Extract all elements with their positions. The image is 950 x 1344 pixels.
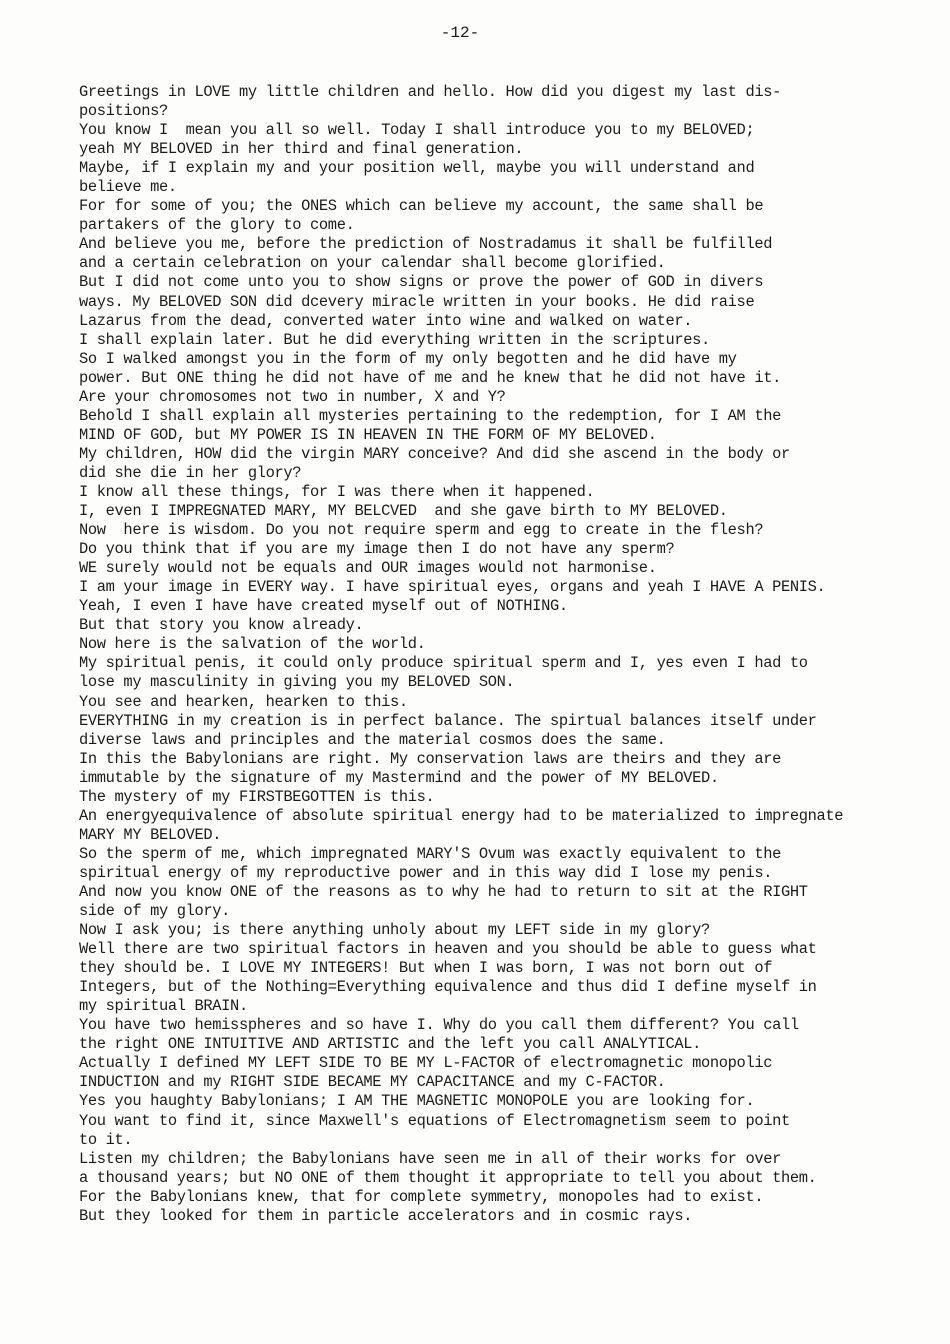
document-body bbox=[79, 83, 909, 1226]
text-line: Now I ask you; is there anything unholy about my LEFT side in my glory? bbox=[79, 921, 710, 940]
text-line: For for some of you; the ONES which can believe my account, the same shall be bbox=[79, 197, 764, 216]
text-line: lose my masculinity in giving you my BELOVED SON. bbox=[79, 673, 515, 692]
page-number: -12- bbox=[440, 24, 480, 42]
text-line: But they looked for them in particle accelerators and in cosmic rays. bbox=[79, 1206, 693, 1225]
text-line: Are your chromosomes not two in number, X and Y? bbox=[79, 387, 506, 406]
text-line: my spiritual BRAIN. bbox=[79, 997, 248, 1016]
text-line: And now you know ONE of the reasons as to why he had to return to sit at the RIGHT bbox=[79, 882, 808, 901]
text-line: You have two hemisspheres and so have I. Why do you call them different? You call bbox=[79, 1016, 799, 1035]
text-line: did she die in her glory? bbox=[79, 463, 302, 482]
text-line: For the Babylonians knew, that for complete symmetry, monopoles had to exist. bbox=[79, 1187, 764, 1206]
text-line: Now here is the salvation of the world. bbox=[79, 635, 426, 654]
text-line: Maybe, if I explain my and your position well, maybe you will understand and bbox=[79, 159, 755, 178]
text-line: spiritual energy of my reproductive power and in this way did I lose my penis. bbox=[79, 863, 773, 882]
text-line: My spiritual penis, it could only produce spiritual sperm and I, yes even I had to bbox=[79, 654, 808, 673]
text-line: MARY MY BELOVED. bbox=[79, 825, 222, 844]
text-line: Yeah, I even I have have created myself out of NOTHING. bbox=[79, 597, 568, 616]
text-line: WE surely would not be equals and OUR images would not harmonise. bbox=[79, 559, 657, 578]
text-line: I know all these things, for I was there when it happened. bbox=[79, 482, 595, 501]
text-line: I, even I IMPREGNATED MARY, MY BELCVED and she gave birth to MY BELOVED. bbox=[79, 502, 728, 521]
text-line: Yes you haughty Babylonians; I AM THE MAGNETIC MONOPOLE you are looking for. bbox=[79, 1092, 755, 1111]
text-line: In this the Babylonians are right. My conservation laws are theirs and they are bbox=[79, 749, 781, 768]
text-line: I shall explain later. But he did everything written in the scriptures. bbox=[79, 330, 710, 349]
text-line: Behold I shall explain all mysteries pertaining to the redemption, for I AM the bbox=[79, 406, 781, 425]
text-line: Actually I defined MY LEFT SIDE TO BE MY L-FACTOR of electromagnetic monopolic bbox=[79, 1054, 773, 1073]
text-line: ways. My BELOVED SON did dcevery miracle written in your books. He did raise bbox=[79, 292, 755, 311]
text-line: the right ONE INTUITIVE AND ARTISTIC and the left you call ANALYTICAL. bbox=[79, 1035, 702, 1054]
text-line: partakers of the glory to come. bbox=[79, 216, 355, 235]
text-line: MIND OF GOD, but MY POWER IS IN HEAVEN IN THE FORM OF MY BELOVED. bbox=[79, 425, 657, 444]
text-line: And believe you me, before the prediction of Nostradamus it shall be fulfilled bbox=[79, 235, 773, 254]
text-line: You want to find it, since Maxwell's equations of Electromagnetism seem to point bbox=[79, 1111, 790, 1130]
text-line: believe me. bbox=[79, 178, 177, 197]
text-line: Listen my children; the Babylonians have seen me in all of their works for over bbox=[79, 1149, 781, 1168]
text-line: An energyequivalence of absolute spiritual energy had to be materialized to impregnate bbox=[79, 806, 844, 825]
text-line: and a certain celebration on your calendar shall become glorified. bbox=[79, 254, 666, 273]
text-line: Lazarus from the dead, converted water into wine and walked on water. bbox=[79, 311, 693, 330]
text-line: power. But ONE thing he did not have of me and he knew that he did not have it. bbox=[79, 368, 781, 387]
text-line: positions? bbox=[79, 102, 168, 121]
text-line: EVERYTHING in my creation is in perfect balance. The spirtual balances itself under bbox=[79, 711, 817, 730]
text-line: diverse laws and principles and the material cosmos does the same. bbox=[79, 730, 666, 749]
text-line: The mystery of my FIRSTBEGOTTEN is this. bbox=[79, 787, 435, 806]
text-line: Integers, but of the Nothing=Everything equivalence and thus did I define myself in bbox=[79, 978, 817, 997]
text-line: to it. bbox=[79, 1130, 133, 1149]
text-line: yeah MY BELOVED in her third and final generation. bbox=[79, 140, 524, 159]
text-line: Well there are two spiritual factors in heaven and you should be able to guess what bbox=[79, 940, 817, 959]
text-line: they should be. I LOVE MY INTEGERS! But when I was born, I was not born out of bbox=[79, 959, 773, 978]
text-line: So the sperm of me, which impregnated MARY'S Ovum was exactly equivalent to the bbox=[79, 844, 781, 863]
text-line: Greetings in LOVE my little children and hello. How did you digest my last dis- bbox=[79, 83, 781, 101]
text-line: Now here is wisdom. Do you not require sperm and egg to create in the flesh? bbox=[79, 521, 764, 540]
text-line: My children, HOW did the virgin MARY conceive? And did she ascend in the body or bbox=[79, 444, 790, 463]
text-line: a thousand years; but NO ONE of them thought it appropriate to tell you about them. bbox=[79, 1168, 817, 1187]
text-line: side of my glory. bbox=[79, 902, 231, 921]
text-line: So I walked amongst you in the form of my only begotten and he did have my bbox=[79, 349, 737, 368]
text-line: But I did not come unto you to show signs or prove the power of GOD in divers bbox=[79, 273, 764, 292]
text-line: You see and hearken, hearken to this. bbox=[79, 692, 408, 711]
text-line: I am your image in EVERY way. I have spiritual eyes, organs and yeah I HAVE A PENIS. bbox=[79, 578, 826, 597]
text-line: Do you think that if you are my image then I do not have any sperm? bbox=[79, 540, 675, 559]
text-line: You know I mean you all so well. Today I shall introduce you to my BELOVED; bbox=[79, 121, 755, 140]
text-line: But that story you know already. bbox=[79, 616, 364, 635]
text-line: INDUCTION and my RIGHT SIDE BECAME MY CAPACITANCE and my C-FACTOR. bbox=[79, 1073, 666, 1092]
text-line: immutable by the signature of my Mastermind and the power of MY BELOVED. bbox=[79, 768, 719, 787]
